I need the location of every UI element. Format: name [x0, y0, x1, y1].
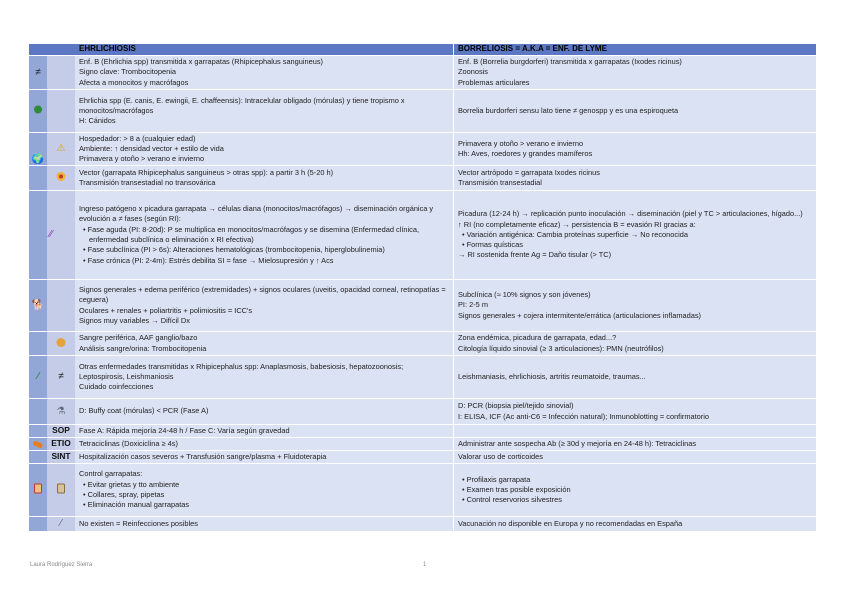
- stethoscope-icon: ⁄: [37, 371, 39, 382]
- shield-icon: [34, 484, 42, 497]
- warning-icon: ⚠: [56, 143, 66, 154]
- sample-icon: [56, 337, 66, 350]
- row-diagnosis: ⚗ D: Buffy coat (mórulas) < PCR (Fase A) D: PCR (biopsia piel/tejido sinovial) I: ELISA, ICF (Ac anti-C6 = Infección natural); Inmunoblotting = confirmatorio: [29, 399, 816, 425]
- row-clinical-signs: 🐕 Signos generales + edema periférico (extremidades) + signos oculares (uveitis, opacidad corneal, retinopatías = ceguera) Oculares + renales + poliartritis + polimiositis = ICC's Signos muy variables → Difícil Dx Subclínica (≈ 10% signos y son jóvenes) PI: 2-5 m Signos generales + cojera intermitente/errática (articulaciones inflamadas): [29, 280, 816, 332]
- dog-icon: 🐕: [31, 299, 45, 311]
- footer-page-number: 1: [423, 562, 427, 568]
- table-header: [29, 44, 816, 56]
- row-differential: ⁄ ≠ Otras enfermedades transmitidas x Rhipicephalus spp: Anaplasmosis, babesiosis, hepatozoonosis; Leptospirosis, Leishmaniosis Cuidado coinfecciones Leishmaniasis, ehrlichiosis, artritis reumatoide, traumas...: [29, 356, 816, 399]
- vaccine-icon: ⁄: [60, 518, 62, 529]
- pathogen-icon: ⁄⁄: [49, 229, 53, 240]
- row-etio: ETIO Tetraciclinas (Doxiciclina ≥ 4s) Administrar ante sospecha Ab (≥ 30d y mejoría en 24-48 h): Tetraciclinas: [29, 438, 816, 451]
- tag-sint: SINT: [47, 451, 75, 463]
- tick-card-icon: [57, 484, 65, 497]
- test-tube-icon: ⚗: [56, 405, 66, 417]
- pill-icon: [32, 439, 44, 449]
- not-equal-small-icon: ≠: [58, 371, 64, 382]
- tick-vector-icon: [56, 172, 66, 185]
- summary-table: [29, 44, 816, 532]
- row-samples: Sangre periférica, AAF ganglio/bazo Análisis sangre/orina: Trombocitopenia Zona endémica, picadura de garrapata, edad...? Citología líquido sinovial (≥ 3 articulaciones): PMN (neutrófilos): [29, 332, 816, 356]
- tag-sop: SOP: [47, 425, 75, 437]
- row-agent: Ehrlichia spp (E. canis, E. ewingii, E. chaffeensis): Intracelular obligado (mórulas) y tiene tropismo x monocitos/macrófagos H: Cánidos Borrelia burdorferi sensu lato tiene ≠ genospp y es una espiroqueta: [29, 90, 816, 133]
- row-sint: SINT Hospitalización casos severos + Transfusión sangre/plasma + Fluidoterapia Valorar uso de corticoides: [29, 451, 816, 464]
- row-vector: 🌍 Vector (garrapata Rhipicephalus sanguineus > otras spp): a partir 3 h (5-20 h) Transmisión transestadial no transovárica Vector artrópodo = garrapata Ixodes ricinus Transmisión transestadial: [29, 166, 816, 191]
- row-prevention: Control garrapatas: • Evitar grietas y tto ambiente • Collares, spray, pipetas • Eliminación manual garrapatas • Profilaxis garrapata • Examen tras posible exposición • Control reservorios silvestres: [29, 464, 816, 517]
- row-sop: SOP Fase A: Rápida mejoría 24-48 h / Fase C: Varía según gravedad: [29, 425, 816, 438]
- row-pathogenesis: ⁄⁄ Ingreso patógeno x picadura garrapata → células diana (monocitos/macrófagos) → diseminación orgánica y evolución a ≠ fases (según RI): • Fase aguda (PI: 8-20d): P se multiplica en monocitos/macrófagos y se disemina (Enfermedad clínica, enfermedad subclínica o eliminación x RI efectiva) • Fase subclínica (PI > 6s): Alteraciones hematológicas (trombocitopenia, hiperglobulinemia) • Fase crónica (PI: 2-4m): Estrés debilita SI = fase → Mielosupresión y ↑ Acs Picadura (12-24 h) → replicación punto inoculación → diseminación (piel y TC > articulaciones, hígado...) ↑ RI (no completamente eficaz) → persistencia B = evasión RI gracias a: • Variación antigénica: Cambia proteínas superficie → No reconocida • Formas quísticas → RI sostenida frente Ag = Daño tisular (> TC): [29, 191, 816, 280]
- row-epidemiology: ⚠ Hospedador: > 8 a (cualquier edad) Ambiente: ↑ densidad vector + estilo de vida Primavera y otoño > verano e invierno Primavera y otoño > verano e invierno Hh: Aves, roedores y grandes mamíferos: [29, 133, 816, 166]
- header-ehrlichiosis: EHRLICHIOSIS: [75, 44, 454, 55]
- tag-etio: ETIO: [47, 438, 75, 450]
- globe-icon: 🌍: [31, 154, 45, 165]
- bacteria-icon: [34, 105, 43, 117]
- row-vaccine: ⁄ No existen = Reinfecciones posibles Vacunación no disponible en Europa y no recomendadas en España: [29, 517, 816, 532]
- row-definition: ≠ Enf. B (Ehrlichia spp) transmitida x garrapatas (Rhipicephalus sanguineus) Signo clave: Trombocitopenia Afecta a monocitos y macrófagos Enf. B (Borrelia burgdorferi) transmitida x garrapatas (Ixodes ricinus) Zoonosis Problemas articulares: [29, 56, 816, 90]
- header-borreliosis: BORRELIOSIS = A.K.A = ENF. DE LYME: [454, 44, 816, 55]
- not-equal-icon: ≠: [35, 66, 41, 78]
- footer-author: Laura Rodríguez Sierra: [30, 562, 93, 568]
